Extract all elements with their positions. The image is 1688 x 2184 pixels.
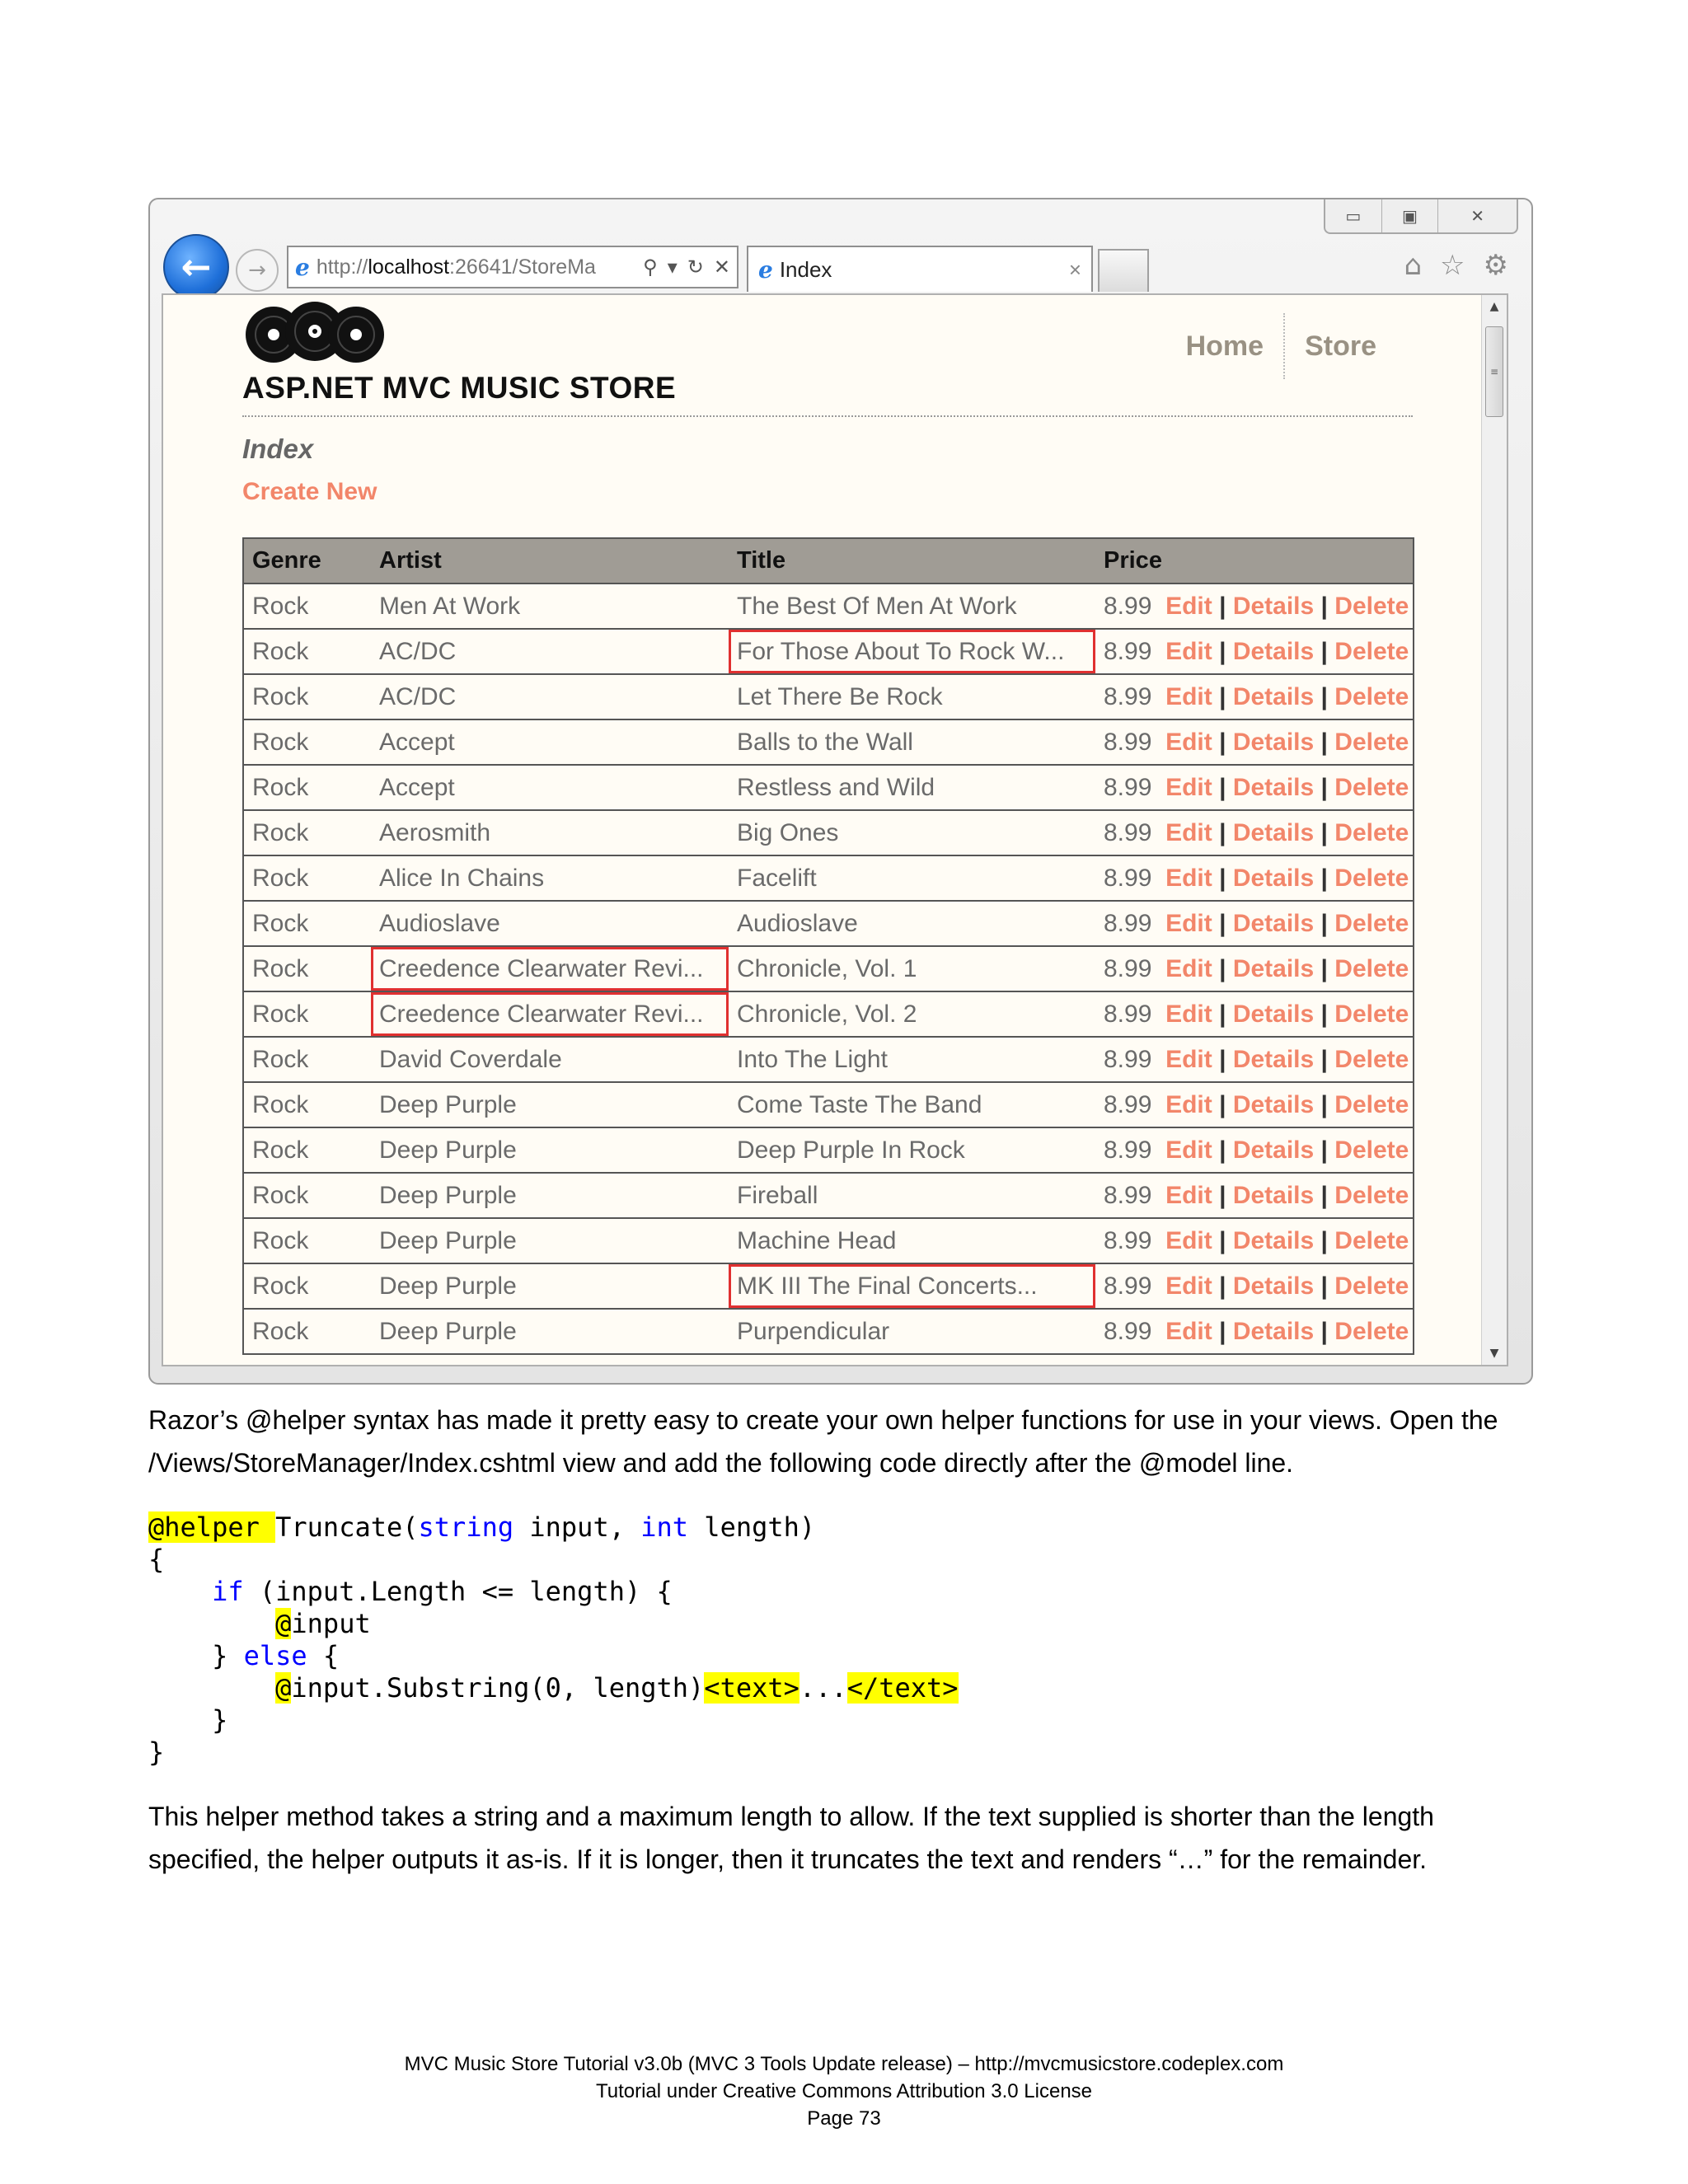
action-separator: |: [1212, 637, 1233, 665]
action-separator: |: [1314, 1317, 1335, 1345]
cell-price-actions: [1095, 583, 1414, 629]
details-link[interactable]: Details: [1232, 1226, 1315, 1254]
price-value: 8.99: [1104, 637, 1152, 665]
details-link[interactable]: Details: [1232, 1317, 1315, 1345]
arrow-right-icon: →: [248, 258, 266, 283]
cell-price-actions: [1095, 765, 1414, 810]
action-separator: |: [1212, 1317, 1233, 1345]
column-header-title: Title: [729, 538, 1095, 583]
cell-price-actions: [1095, 674, 1414, 719]
cell-genre: Rock: [243, 1082, 371, 1127]
cell-genre: Rock: [243, 1309, 371, 1354]
page-title: Index: [242, 434, 314, 464]
search-icon[interactable]: ⚲: [643, 255, 658, 279]
outro-paragraph: This helper method takes a string and a maximum length to allow. If the text supplied is shorter than the length specified, the helper outputs it as-is. If it is longer, then it truncates the text and renders “…” for the remainder.: [148, 1802, 1434, 1874]
delete-link[interactable]: Delete: [1334, 592, 1409, 620]
price-value: 8.99: [1104, 864, 1152, 892]
table-row: [243, 1173, 1414, 1218]
footer-line: Tutorial under Creative Commons Attribution 3.0 License: [595, 2080, 1093, 2102]
cell-artist: Creedence Clearwater Revi...: [371, 991, 729, 1037]
details-link[interactable]: Details: [1232, 1272, 1315, 1300]
cell-genre: Rock: [243, 674, 371, 719]
cell-title: Restless and Wild: [729, 765, 1095, 810]
edit-link[interactable]: Edit: [1165, 954, 1212, 982]
action-separator: |: [1314, 637, 1335, 665]
cell-genre: Rock: [243, 1218, 371, 1263]
price-value: 8.99: [1104, 818, 1152, 846]
edit-link[interactable]: Edit: [1165, 1000, 1212, 1028]
code-line: }: [212, 1704, 228, 1736]
edit-link[interactable]: Edit: [1165, 1272, 1212, 1300]
action-separator: |: [1314, 682, 1335, 710]
edit-link[interactable]: Edit: [1165, 818, 1212, 846]
cell-price-actions: [1095, 1127, 1414, 1173]
edit-link[interactable]: Edit: [1165, 682, 1212, 710]
records-logo-icon: [244, 300, 386, 364]
cell-artist: Deep Purple: [371, 1309, 729, 1354]
cell-genre: Rock: [243, 991, 371, 1037]
cell-title: Balls to the Wall: [729, 719, 1095, 765]
delete-link[interactable]: Delete: [1334, 909, 1409, 937]
scroll-down-arrow-icon[interactable]: ▼: [1489, 1347, 1499, 1360]
price-value: 8.99: [1104, 954, 1152, 982]
scroll-up-arrow-icon[interactable]: ▲: [1489, 300, 1499, 313]
table-row: [243, 946, 1414, 991]
cell-genre: Rock: [243, 719, 371, 765]
cell-price-actions: [1095, 946, 1414, 991]
address-tools: [643, 255, 730, 279]
action-separator: |: [1212, 592, 1233, 620]
column-header-genre: Genre: [243, 538, 371, 583]
cell-title: For Those About To Rock W...: [729, 629, 1095, 674]
delete-link[interactable]: Delete: [1334, 864, 1409, 892]
details-link[interactable]: Details: [1232, 728, 1315, 756]
price-value: 8.99: [1104, 728, 1152, 756]
cell-artist: Deep Purple: [371, 1218, 729, 1263]
action-separator: |: [1212, 1136, 1233, 1164]
edit-link[interactable]: Edit: [1165, 1317, 1212, 1345]
cell-genre: Rock: [243, 855, 371, 901]
details-link[interactable]: Details: [1232, 864, 1315, 892]
cell-price-actions: [1095, 1309, 1414, 1354]
cell-title: Audioslave: [729, 901, 1095, 946]
action-separator: |: [1314, 1272, 1335, 1300]
price-value: 8.99: [1104, 1000, 1152, 1028]
intro-paragraph: Razor’s @helper syntax has made it pretty easy to create your own helper functions for use in your views. Open the /Views/StoreManager/Index.cshtml view and add the following code directly after the @model line.: [148, 1405, 1498, 1478]
details-link[interactable]: Details: [1232, 1181, 1315, 1209]
details-link[interactable]: Details: [1232, 773, 1315, 801]
column-header-artist: Artist: [371, 538, 729, 583]
cell-genre: Rock: [243, 583, 371, 629]
edit-link[interactable]: Edit: [1165, 1045, 1212, 1073]
action-separator: |: [1212, 1226, 1233, 1254]
table-row: [243, 629, 1414, 674]
cell-price-actions: [1095, 1173, 1414, 1218]
address-bar[interactable]: [287, 246, 738, 288]
details-link[interactable]: Details: [1232, 592, 1315, 620]
column-header-price: Price: [1095, 538, 1414, 583]
details-link[interactable]: Details: [1232, 637, 1315, 665]
minimize-button[interactable]: ▭: [1325, 199, 1382, 232]
edit-link[interactable]: Edit: [1165, 1226, 1212, 1254]
action-separator: |: [1314, 1226, 1335, 1254]
cell-artist: Deep Purple: [371, 1263, 729, 1309]
price-value: 8.99: [1104, 1226, 1152, 1254]
code-block: [148, 1511, 959, 1769]
cell-artist: AC/DC: [371, 674, 729, 719]
code-line: }: [148, 1736, 165, 1768]
address-text[interactable]: http://localhost:26641/StoreMa: [316, 255, 596, 279]
table-row: [243, 855, 1414, 901]
home-icon[interactable]: ⌂: [1404, 249, 1423, 282]
table-row: [243, 1037, 1414, 1082]
price-value: 8.99: [1104, 773, 1152, 801]
table-row: [243, 1218, 1414, 1263]
action-separator: |: [1212, 728, 1233, 756]
action-separator: |: [1314, 909, 1335, 937]
scroll-thumb[interactable]: ≡: [1485, 326, 1503, 417]
details-link[interactable]: Details: [1232, 1090, 1315, 1118]
cell-artist: Deep Purple: [371, 1127, 729, 1173]
tab-index[interactable]: [747, 246, 1093, 292]
cell-genre: Rock: [243, 810, 371, 855]
cell-title: Let There Be Rock: [729, 674, 1095, 719]
delete-link[interactable]: Delete: [1334, 1226, 1409, 1254]
code-line: } else {: [212, 1640, 340, 1671]
cell-title: Facelift: [729, 855, 1095, 901]
edit-link[interactable]: Edit: [1165, 773, 1212, 801]
cell-genre: Rock: [243, 1263, 371, 1309]
action-separator: |: [1314, 954, 1335, 982]
cell-genre: Rock: [243, 629, 371, 674]
delete-link[interactable]: Delete: [1334, 637, 1409, 665]
cell-title: The Best Of Men At Work: [729, 583, 1095, 629]
table-row: [243, 765, 1414, 810]
action-separator: |: [1314, 592, 1335, 620]
action-separator: |: [1314, 1045, 1335, 1073]
table-header-row: [243, 538, 1414, 583]
table-row: [243, 810, 1414, 855]
table-row: [243, 901, 1414, 946]
table-row: [243, 1263, 1414, 1309]
new-tab-button[interactable]: [1098, 249, 1149, 292]
details-link[interactable]: Details: [1232, 954, 1315, 982]
edit-link[interactable]: Edit: [1165, 909, 1212, 937]
cell-artist: Creedence Clearwater Revi...: [371, 946, 729, 991]
action-separator: |: [1212, 909, 1233, 937]
cell-genre: Rock: [243, 1173, 371, 1218]
price-value: 8.99: [1104, 1272, 1152, 1300]
delete-link[interactable]: Delete: [1334, 1045, 1409, 1073]
stop-icon[interactable]: ✕: [713, 255, 730, 279]
cell-price-actions: [1095, 855, 1414, 901]
delete-link[interactable]: Delete: [1334, 818, 1409, 846]
cell-genre: Rock: [243, 946, 371, 991]
cell-genre: Rock: [243, 1037, 371, 1082]
cell-price-actions: [1095, 901, 1414, 946]
forward-button[interactable]: [236, 249, 279, 292]
action-separator: |: [1212, 773, 1233, 801]
page-footer: [0, 2050, 1688, 2132]
delete-link[interactable]: Delete: [1334, 954, 1409, 982]
cell-price-actions: [1095, 810, 1414, 855]
price-value: 8.99: [1104, 1181, 1152, 1209]
dropdown-icon[interactable]: ▾: [667, 255, 678, 279]
refresh-icon[interactable]: ↻: [687, 255, 704, 279]
price-value: 8.99: [1104, 909, 1152, 937]
action-separator: |: [1212, 1181, 1233, 1209]
details-link[interactable]: Details: [1232, 682, 1315, 710]
cell-price-actions: [1095, 629, 1414, 674]
maximize-button[interactable]: ▣: [1382, 199, 1439, 232]
cell-artist: Accept: [371, 765, 729, 810]
star-icon[interactable]: ☆: [1440, 249, 1465, 282]
cell-artist: Deep Purple: [371, 1173, 729, 1218]
browser-window: [148, 198, 1533, 1385]
price-value: 8.99: [1104, 1136, 1152, 1164]
cell-artist: David Coverdale: [371, 1037, 729, 1082]
code-line: @helper Truncate(string input, int length): [148, 1511, 816, 1543]
delete-link[interactable]: Delete: [1334, 1090, 1409, 1118]
action-separator: |: [1314, 1090, 1335, 1118]
main-nav: [1166, 313, 1396, 379]
code-line: if (input.Length <= length) {: [212, 1576, 673, 1607]
header-divider: [242, 415, 1413, 417]
action-separator: |: [1212, 864, 1233, 892]
action-separator: |: [1314, 864, 1335, 892]
page-viewport: [162, 293, 1508, 1366]
nav-home[interactable]: Home: [1185, 330, 1264, 362]
delete-link[interactable]: Delete: [1334, 1317, 1409, 1345]
cell-title: Purpendicular: [729, 1309, 1095, 1354]
details-link[interactable]: Details: [1232, 818, 1315, 846]
cell-title: Into The Light: [729, 1037, 1095, 1082]
table-row: [243, 1082, 1414, 1127]
cell-artist: Alice In Chains: [371, 855, 729, 901]
cell-title: Fireball: [729, 1173, 1095, 1218]
cell-title: Chronicle, Vol. 2: [729, 991, 1095, 1037]
cell-artist: Deep Purple: [371, 1082, 729, 1127]
cell-title: Deep Purple In Rock: [729, 1127, 1095, 1173]
action-separator: |: [1314, 818, 1335, 846]
cell-price-actions: [1095, 719, 1414, 765]
cell-price-actions: [1095, 1037, 1414, 1082]
action-separator: |: [1314, 728, 1335, 756]
delete-link[interactable]: Delete: [1334, 1000, 1409, 1028]
price-value: 8.99: [1104, 592, 1152, 620]
table-row: [243, 719, 1414, 765]
delete-link[interactable]: Delete: [1334, 773, 1409, 801]
browser-toolbar: [1404, 249, 1508, 282]
cell-genre: Rock: [243, 765, 371, 810]
edit-link[interactable]: Edit: [1165, 637, 1212, 665]
action-separator: |: [1212, 1272, 1233, 1300]
delete-link[interactable]: Delete: [1334, 728, 1409, 756]
ie-icon: e: [295, 253, 310, 281]
cell-artist: Men At Work: [371, 583, 729, 629]
window-controls: [1324, 199, 1518, 234]
cell-price-actions: [1095, 1082, 1414, 1127]
nav-store[interactable]: Store: [1305, 330, 1376, 362]
back-button[interactable]: [163, 234, 229, 300]
tab-title: Index: [779, 256, 832, 282]
create-new-link[interactable]: Create New: [242, 478, 377, 505]
table-row: [243, 1309, 1414, 1354]
arrow-left-icon: ←: [181, 246, 212, 288]
price-value: 8.99: [1104, 682, 1152, 710]
cell-price-actions: [1095, 1218, 1414, 1263]
action-separator: |: [1314, 1000, 1335, 1028]
action-separator: |: [1212, 1090, 1233, 1118]
table-row: [243, 1127, 1414, 1173]
details-link[interactable]: Details: [1232, 1000, 1315, 1028]
cell-artist: Audioslave: [371, 901, 729, 946]
site-title: ASP.NET MVC MUSIC STORE: [242, 371, 677, 405]
cell-price-actions: [1095, 991, 1414, 1037]
cell-title: MK III The Final Concerts...: [729, 1263, 1095, 1309]
delete-link[interactable]: Delete: [1334, 1136, 1409, 1164]
footer-line: MVC Music Store Tutorial v3.0b (MVC 3 Tools Update release) – http://mvcmusicstore.codeplex.com: [404, 2053, 1284, 2075]
page-number: Page 73: [807, 2107, 881, 2130]
action-separator: |: [1212, 682, 1233, 710]
cell-title: Machine Head: [729, 1218, 1095, 1263]
code-line: {: [148, 1544, 165, 1575]
action-separator: |: [1212, 1045, 1233, 1073]
edit-link[interactable]: Edit: [1165, 1136, 1212, 1164]
cell-artist: AC/DC: [371, 629, 729, 674]
ie-icon: e: [758, 255, 773, 284]
albums-table: [242, 537, 1414, 1355]
action-separator: |: [1314, 1136, 1335, 1164]
cell-genre: Rock: [243, 1127, 371, 1173]
cell-artist: Aerosmith: [371, 810, 729, 855]
delete-link[interactable]: Delete: [1334, 1272, 1409, 1300]
gear-icon[interactable]: ⚙: [1483, 249, 1508, 282]
price-value: 8.99: [1104, 1317, 1152, 1345]
cell-genre: Rock: [243, 901, 371, 946]
edit-link[interactable]: Edit: [1165, 592, 1212, 620]
cell-price-actions: [1095, 1263, 1414, 1309]
close-button[interactable]: ✕: [1470, 206, 1485, 226]
cell-title: Chronicle, Vol. 1: [729, 946, 1095, 991]
tab-close-icon[interactable]: ×: [1068, 256, 1081, 282]
cell-title: Big Ones: [729, 810, 1095, 855]
cell-title: Come Taste The Band: [729, 1082, 1095, 1127]
edit-link[interactable]: Edit: [1165, 728, 1212, 756]
details-link[interactable]: Details: [1232, 1136, 1315, 1164]
action-separator: |: [1314, 1181, 1335, 1209]
action-separator: |: [1212, 954, 1233, 982]
vertical-scrollbar[interactable]: [1481, 295, 1507, 1365]
delete-link[interactable]: Delete: [1334, 682, 1409, 710]
action-separator: |: [1212, 818, 1233, 846]
edit-link[interactable]: Edit: [1165, 1090, 1212, 1118]
cell-artist: Accept: [371, 719, 729, 765]
action-separator: |: [1314, 773, 1335, 801]
price-value: 8.99: [1104, 1090, 1152, 1118]
edit-link[interactable]: Edit: [1165, 864, 1212, 892]
details-link[interactable]: Details: [1232, 1045, 1315, 1073]
table-row: [243, 674, 1414, 719]
table-body: [243, 583, 1414, 1354]
edit-link[interactable]: Edit: [1165, 1181, 1212, 1209]
details-link[interactable]: Details: [1232, 909, 1315, 937]
delete-link[interactable]: Delete: [1334, 1181, 1409, 1209]
table-row: [243, 991, 1414, 1037]
code-line: @input.Substring(0, length)<text>...</text>: [275, 1672, 959, 1704]
action-separator: |: [1212, 1000, 1233, 1028]
price-value: 8.99: [1104, 1045, 1152, 1073]
code-line: @input: [275, 1608, 371, 1639]
table-row: [243, 583, 1414, 629]
